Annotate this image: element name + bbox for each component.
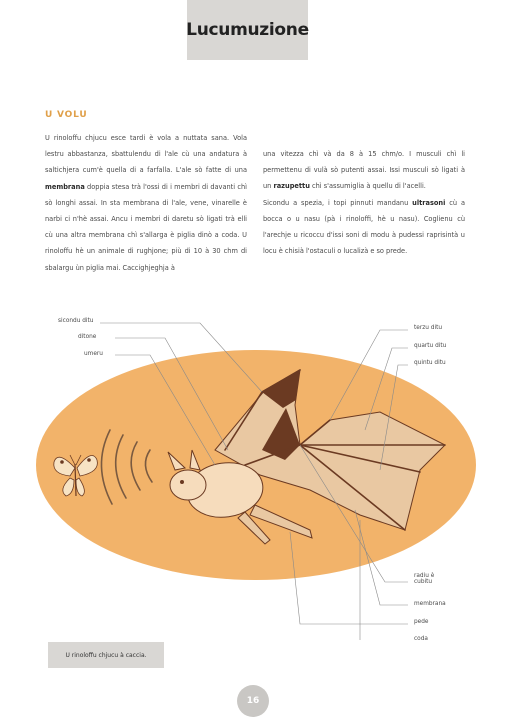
figure-caption: U rinoloffu chjucu à caccia.: [48, 642, 164, 668]
label-radiu-cubitu: [414, 573, 434, 585]
label-sicondu-ditu: sicondu ditu: [58, 318, 94, 324]
right-paragraph-2: [263, 195, 465, 260]
bat-figure: [0, 300, 509, 640]
text-run: Sicondu a spezia, i topi pinnuti mandanu: [263, 198, 413, 207]
term-razupettu: razupettu: [273, 182, 310, 191]
label-terzu-ditu: terzu ditu: [414, 325, 443, 331]
label-umeru: umeru: [84, 351, 103, 357]
label-quintu-ditu: quintu ditu: [414, 360, 446, 366]
label-ditone: ditone: [78, 334, 97, 340]
text-run: chì s'assumiglia à quellu di l'acelli.: [309, 182, 426, 191]
label-membrana: membrana: [414, 601, 446, 607]
label-coda: coda: [414, 636, 428, 642]
left-column: [45, 130, 247, 276]
text-run: doppia stesa trà l'ossi di i membri di davanti chì sò longhi assai. In sta membrana di l'ale, vene, vinarelle è narbi ci n'hè assai. Ancu i membri di daretu sò ligati trà elli cù una altra membrana chì s'allarga è piglia dinò a coda. U rinoloffu hè un animale di rughjone; più di 10 à 30 chm di sbalargu ùn piglia mai. Caccighjeghja à: [45, 182, 247, 272]
bat-illustration: [0, 300, 509, 640]
label-pede: pede: [414, 619, 429, 625]
section-heading: U VOLU: [45, 110, 88, 120]
text-run: una vitezza chì và da 8 à 15 chm/o. I musculi chì li permettenu di vulà sò putenti assai. Issi musculi sò ligati à un: [263, 150, 465, 191]
label-quartu-ditu: quartu ditu: [414, 343, 447, 349]
right-paragraph-1: [263, 146, 465, 195]
text-run: U rinoloffu chjucu esce tardi è vola a nuttata sana. Vola lestru abbastanza, sbattulendu di l'ale cù una andatura à saltichjera cum'è quella di a farfalla. L'ale sò fatte di una: [45, 134, 247, 175]
page-title-box: [187, 0, 308, 60]
term-ultrasoni: ultrasoni: [412, 198, 446, 207]
page-number: 16: [237, 685, 269, 717]
text-run: cù a bocca o u nasu (pà i rinoloffi, hè u nasu). Coglienu cù l'arechje u ricoccu d'issi soni di modu à pudessi raprisintà u locu è chisià l'ostaculi o lucalizà e so prede.: [263, 198, 465, 256]
label-cubitu-line: cubitu: [414, 579, 433, 585]
term-membrana: membrana: [45, 182, 85, 191]
left-paragraph: [45, 130, 247, 276]
right-column: [263, 146, 465, 259]
page-title: Lucumuzione: [186, 20, 309, 40]
label-radiu-line: radiu è: [414, 573, 435, 579]
